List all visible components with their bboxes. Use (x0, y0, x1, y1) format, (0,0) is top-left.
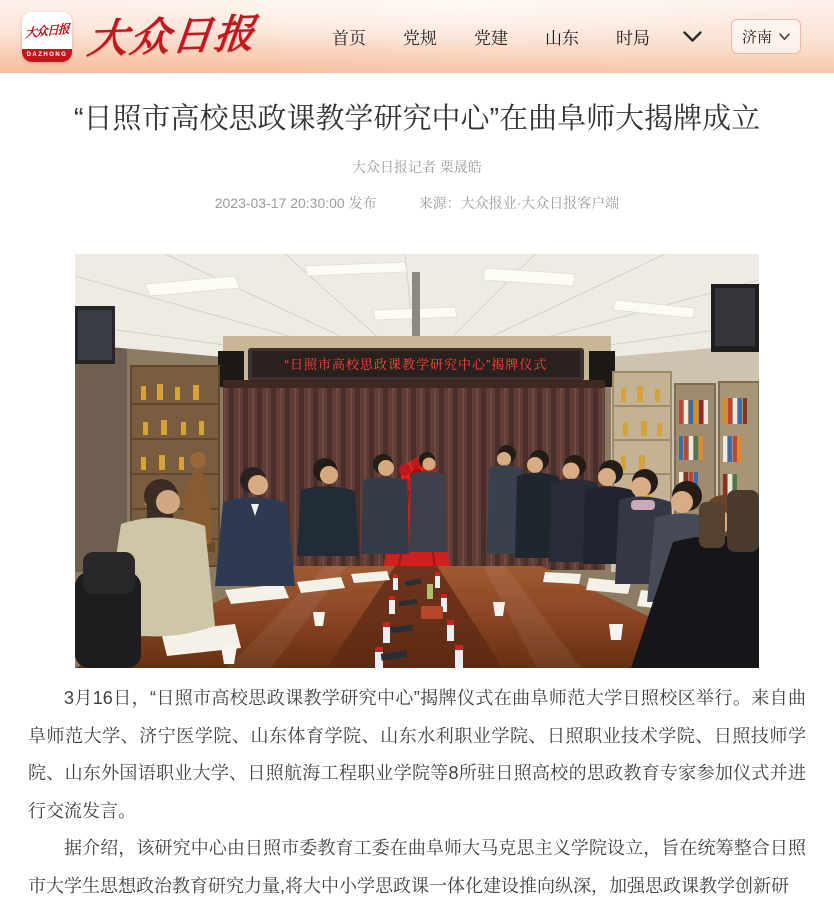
nav-item-party-rules[interactable]: 党规 (403, 29, 437, 48)
article-byline: 大众日报记者 栗晟皓 (352, 159, 482, 175)
article (0, 97, 834, 905)
chevron-down-icon (779, 33, 790, 41)
article-source: 来源：大众报业·大众日报客户端 (418, 195, 620, 211)
nav-more-chevron-down-icon[interactable] (683, 31, 702, 43)
app-logo-icon (22, 12, 72, 62)
nav-item-current-affairs[interactable]: 时局 (616, 29, 650, 48)
photo-banner-text: “日照市高校思政课教学研究中心”揭牌仪式 (284, 357, 548, 372)
site-header (0, 0, 834, 73)
main-nav (332, 24, 650, 49)
nav-item-party-building[interactable]: 党建 (474, 29, 508, 48)
app-logo-subtitle: DAZHONG (22, 49, 72, 62)
logo-wordmark: 大众日报 (85, 9, 259, 63)
nav-item-shandong[interactable]: 山东 (545, 29, 579, 48)
newspaper-logo[interactable] (22, 9, 259, 63)
city-selector-value: 济南 (742, 29, 773, 46)
app-logo-calligraphy: 大众日报 (25, 21, 69, 40)
publish-time: 2023-03-17 20:30:00 发布 (214, 195, 377, 211)
nav-item-home[interactable]: 首页 (332, 29, 366, 48)
article-body (28, 680, 806, 905)
article-meta (28, 193, 806, 213)
article-title: “日照市高校思政课教学研究中心”在曲阜师大揭牌成立 (73, 103, 761, 135)
article-paragraph: 3月16日，“日照市高校思政课教学研究中心”揭牌仪式在曲阜师范大学日照校区举行。来自曲阜师范大学、济宁医学院、山东体育学院、山东水利职业学院、日照职业技术学院、日照技师学院、山东外国语职业大学、日照航海工程职业学院等8所驻日照高校的思政教育专家参加仪式并进行交流发言。 (28, 688, 806, 821)
article-paragraph: 据介绍，该研究中心由日照市委教育工委在曲阜师大马克思主义学院设立，旨在统筹整合日照市大学生思想政治教育研究力量,将大中小学思政课一体化建设推向纵深，加强思政课教学创新研 (28, 838, 806, 896)
photo-led-banner (218, 336, 615, 387)
city-selector[interactable] (731, 19, 801, 54)
article-photo (75, 254, 759, 668)
